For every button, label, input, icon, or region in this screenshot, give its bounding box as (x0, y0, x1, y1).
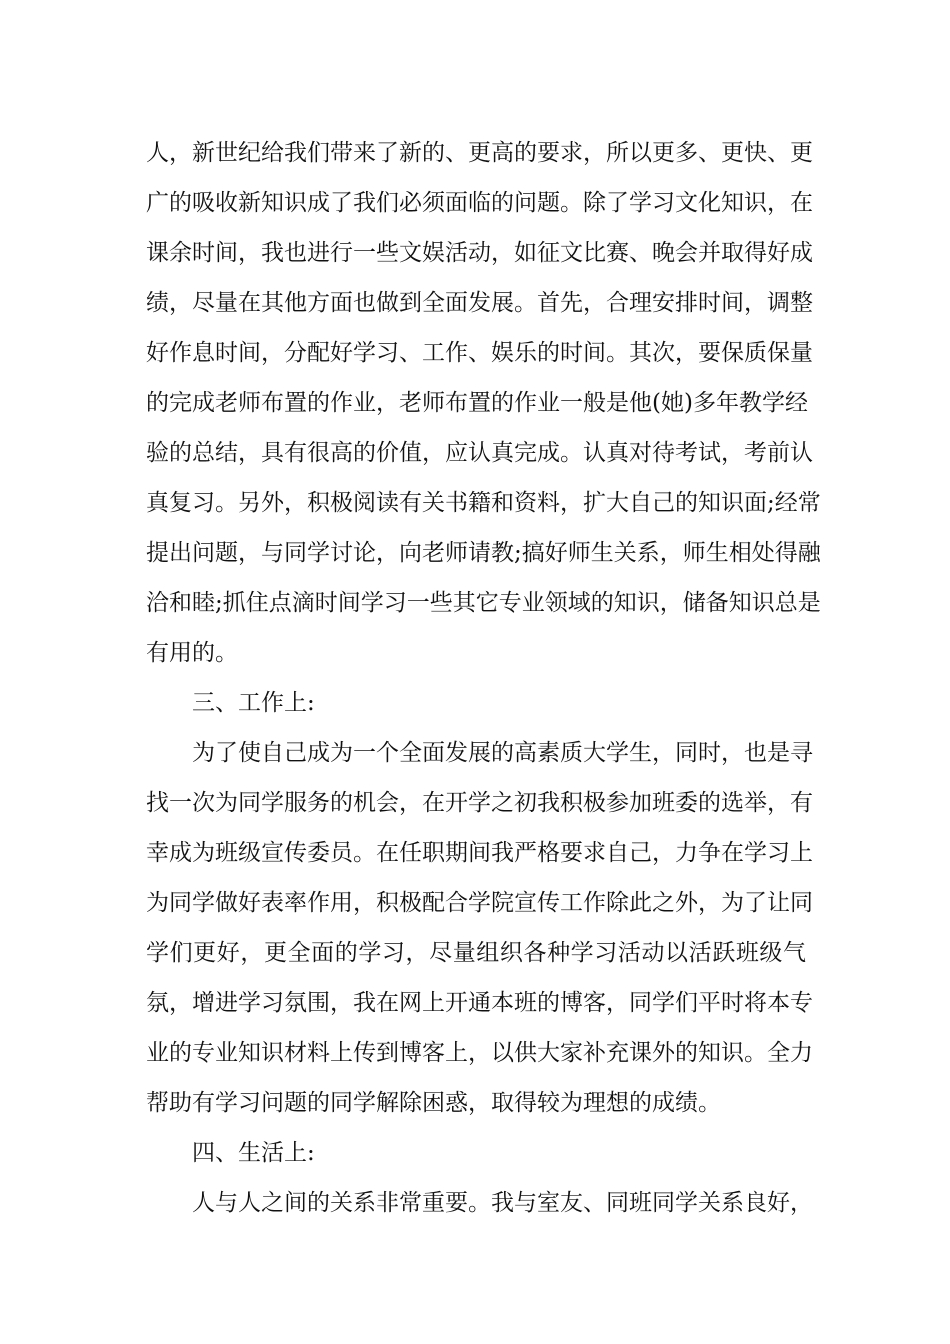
text-line: 人，新世纪给我们带来了新的、更高的要求，所以更多、更快、更 (146, 140, 813, 166)
section-heading-life: 四、生活上: (192, 1140, 315, 1166)
text-line: 真复习。另外，积极阅读有关书籍和资料，扩大自己的知识面;经常 (146, 490, 821, 516)
text-line: 人与人之间的关系非常重要。我与室友、同班同学关系良好， (192, 1190, 813, 1216)
text-line: 洽和睦;抓住点滴时间学习一些其它专业领域的知识，储备知识总是 (146, 590, 821, 616)
text-line: 业的专业知识材料上传到博客上，以供大家补充课外的知识。全力 (146, 1040, 813, 1066)
text-line: 找一次为同学服务的机会，在开学之初我积极参加班委的选举，有 (146, 790, 813, 816)
text-line: 好作息时间，分配好学习、工作、娱乐的时间。其次，要保质保量 (146, 340, 813, 366)
text-line: 幸成为班级宣传委员。在任职期间我严格要求自己，力争在学习上 (146, 840, 813, 866)
text-line: 为同学做好表率作用，积极配合学院宣传工作除此之外，为了让同 (146, 890, 813, 916)
text-line: 学们更好，更全面的学习，尽量组织各种学习活动以活跃班级气 (146, 940, 806, 966)
paragraph-learning (146, 128, 821, 678)
text-line: 有用的。 (146, 640, 238, 666)
text-line: 广的吸收新知识成了我们必须面临的问题。除了学习文化知识，在 (146, 190, 813, 216)
text-line: 帮助有学习问题的同学解除困惑，取得较为理想的成绩。 (146, 1090, 721, 1116)
text-line: 提出问题，与同学讨论，向老师请教;搞好师生关系，师生相处得融 (146, 540, 821, 566)
paragraph-work (146, 728, 813, 1128)
section-heading-work: 三、工作上: (192, 690, 315, 716)
text-line: 课余时间，我也进行一些文娱活动，如征文比赛、晚会并取得好成 (146, 240, 813, 266)
paragraph-life (146, 1178, 813, 1228)
text-line: 验的总结，具有很高的价值，应认真完成。认真对待考试，考前认 (146, 440, 813, 466)
document-body (146, 128, 821, 1228)
text-line: 为了使自己成为一个全面发展的高素质大学生，同时，也是寻 (192, 740, 813, 766)
text-line: 绩，尽量在其他方面也做到全面发展。首先，合理安排时间，调整 (146, 290, 813, 316)
text-line: 氛，增进学习氛围，我在网上开通本班的博客，同学们平时将本专 (146, 990, 813, 1016)
text-line: 的完成老师布置的作业，老师布置的作业一般是他(她)多年教学经 (146, 390, 808, 416)
